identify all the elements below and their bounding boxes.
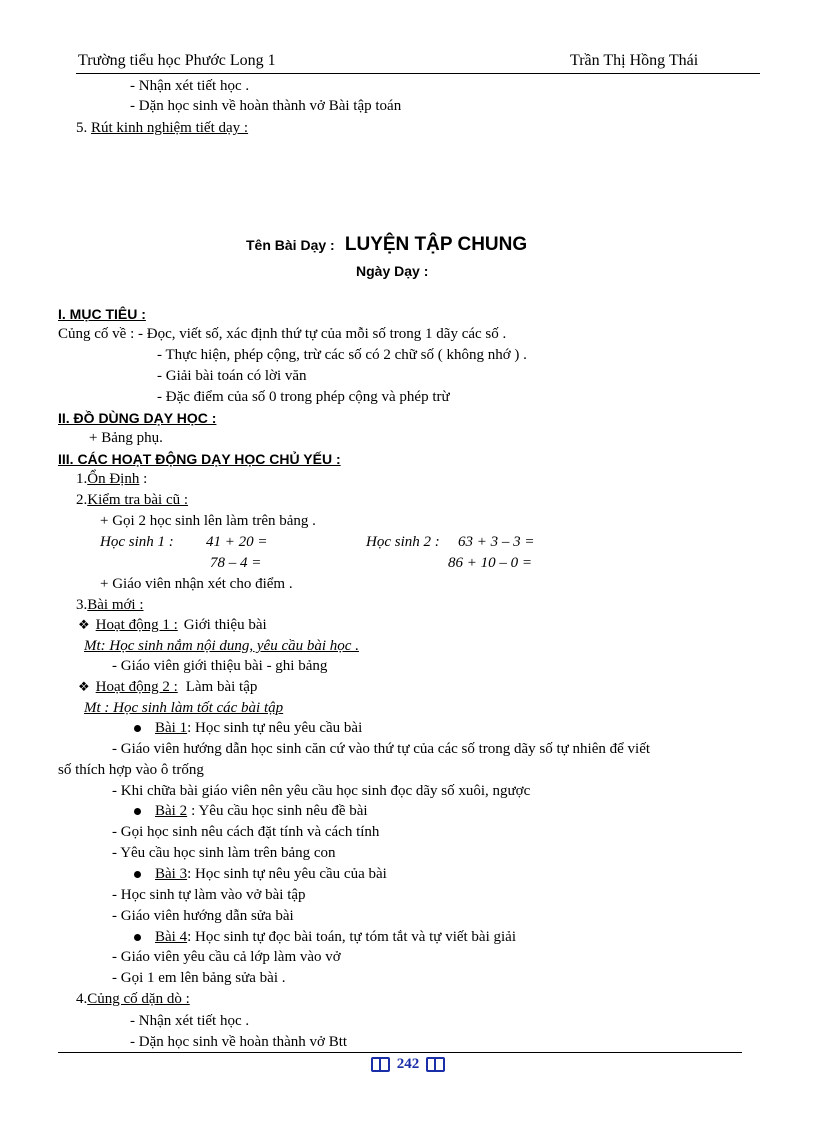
part-1: 1.Ổn Định : (76, 471, 148, 487)
student-1-label: Học sinh 1 : (100, 534, 174, 550)
exercise-1: Bài 1: Học sinh tự nêu yêu cầu bài (134, 718, 362, 738)
review-heading: Rút kinh nghiệm tiết dạy : (91, 120, 249, 136)
bullet-icon (134, 725, 141, 732)
prev-line-1: - Nhận xét tiết học . (130, 78, 250, 94)
prev-line-2: - Dặn học sinh về hoàn thành vở Bài tập toán (130, 98, 402, 114)
student-2-expr-1: 63 + 3 – 3 = (458, 534, 535, 550)
exercise-2-b: - Yêu cầu học sinh làm trên bảng con (112, 845, 336, 861)
bullet-icon (134, 808, 141, 815)
part-3: 3.Bài mới : (76, 597, 144, 613)
student-1-expr-1: 41 + 20 = (206, 534, 268, 550)
s1-item-2: - Thực hiện, phép cộng, trừ các số có 2 chữ số ( không nhớ ) . (157, 347, 527, 363)
student-2-expr-2: 86 + 10 – 0 = (448, 555, 532, 571)
activity-1: ❖ Hoạt động 1 : Giới thiệu bài (78, 617, 267, 633)
activity-2-goal: Mt : Học sinh làm tốt các bài tập (84, 700, 284, 716)
exercise-1-b: - Khi chữa bài giáo viên nên yêu cầu học sinh đọc dãy số xuôi, ngược (112, 783, 531, 799)
exercise-2: Bài 2 : Yêu cầu học sinh nêu đề bài (134, 801, 368, 821)
exercise-4: Bài 4: Học sinh tự đọc bài toán, tự tóm tắt và tự viết bài giải (134, 927, 516, 947)
part-2-a: + Gọi 2 học sinh lên làm trên bảng . (100, 513, 316, 529)
part-4-a: - Nhận xét tiết học . (130, 1013, 250, 1029)
activity-1-goal: Mt: Học sinh nắm nội dung, yêu cầu bài học . (84, 638, 359, 654)
s1-item-3: - Giải bài toán có lời văn (157, 368, 307, 384)
activity-1-a: - Giáo viên giới thiệu bài - ghi bảng (112, 658, 328, 674)
exercise-4-a: - Giáo viên yêu cầu cả lớp làm vào vở (112, 949, 341, 965)
section-2-heading: II. ĐỒ DÙNG DẠY HỌC : (58, 410, 217, 426)
exercise-4-b: - Gọi 1 em lên bảng sửa bài . (112, 970, 286, 986)
bullet-icon (134, 871, 141, 878)
student-2-label: Học sinh 2 : (366, 534, 440, 550)
lesson-date: Ngày Dạy : (356, 263, 429, 279)
header-school: Trường tiểu học Phước Long 1 (78, 52, 276, 69)
prev-line-3: 5. Rút kinh nghiệm tiết dạy : (76, 120, 249, 136)
footer-rule (58, 1052, 742, 1053)
part-2: 2.Kiểm tra bài cũ : (76, 492, 189, 508)
student-1-expr-2: 78 – 4 = (210, 555, 262, 571)
section-3-heading: III. CÁC HOẠT ĐỘNG DẠY HỌC CHỦ YẾU : (58, 451, 341, 467)
book-icon (426, 1057, 445, 1072)
page-number: 242 (0, 1056, 816, 1073)
part-4-b: - Dặn học sinh về hoàn thành vở Btt (130, 1034, 348, 1050)
activity-2: ❖ Hoạt động 2 : Làm bài tập (78, 679, 258, 695)
title-name: LUYỆN TẬP CHUNG (344, 234, 528, 255)
s2-item-1: + Bảng phụ. (89, 430, 163, 446)
diamond-bullet-icon: ❖ (78, 679, 90, 694)
bullet-icon (134, 934, 141, 941)
title-label: Tên Bài Dạy : (246, 237, 335, 253)
lesson-title (246, 234, 527, 257)
exercise-2-a: - Gọi học sinh nêu cách đặt tính và cách tính (112, 824, 380, 840)
exercise-1-a2: số thích hợp vào ô trống (58, 762, 204, 778)
book-icon (371, 1057, 390, 1072)
part-4: 4.Củng cố dặn dò : (76, 991, 190, 1007)
diamond-bullet-icon: ❖ (78, 617, 90, 632)
exercise-3-a: - Học sinh tự làm vào vở bài tập (112, 887, 306, 903)
section-1-heading: I. MỤC TIÊU : (58, 306, 146, 322)
exercise-3: Bài 3: Học sinh tự nêu yêu cầu của bài (134, 864, 387, 884)
header-teacher: Trần Thị Hồng Thái (570, 52, 699, 69)
exercise-1-a: - Giáo viên hướng dẫn học sinh căn cứ vào thứ tự của các số trong dãy số tự nhiên để viết (112, 741, 651, 757)
s1-item-4: - Đặc điểm của số 0 trong phép cộng và phép trừ (157, 389, 450, 405)
s1-intro: Củng cố về : - Đọc, viết số, xác định thứ tự của mỗi số trong 1 dãy các số . (58, 326, 507, 342)
header-rule (76, 73, 760, 74)
exercise-3-b: - Giáo viên hướng dẫn sửa bài (112, 908, 294, 924)
part-2-b: + Giáo viên nhận xét cho điểm . (100, 576, 293, 592)
